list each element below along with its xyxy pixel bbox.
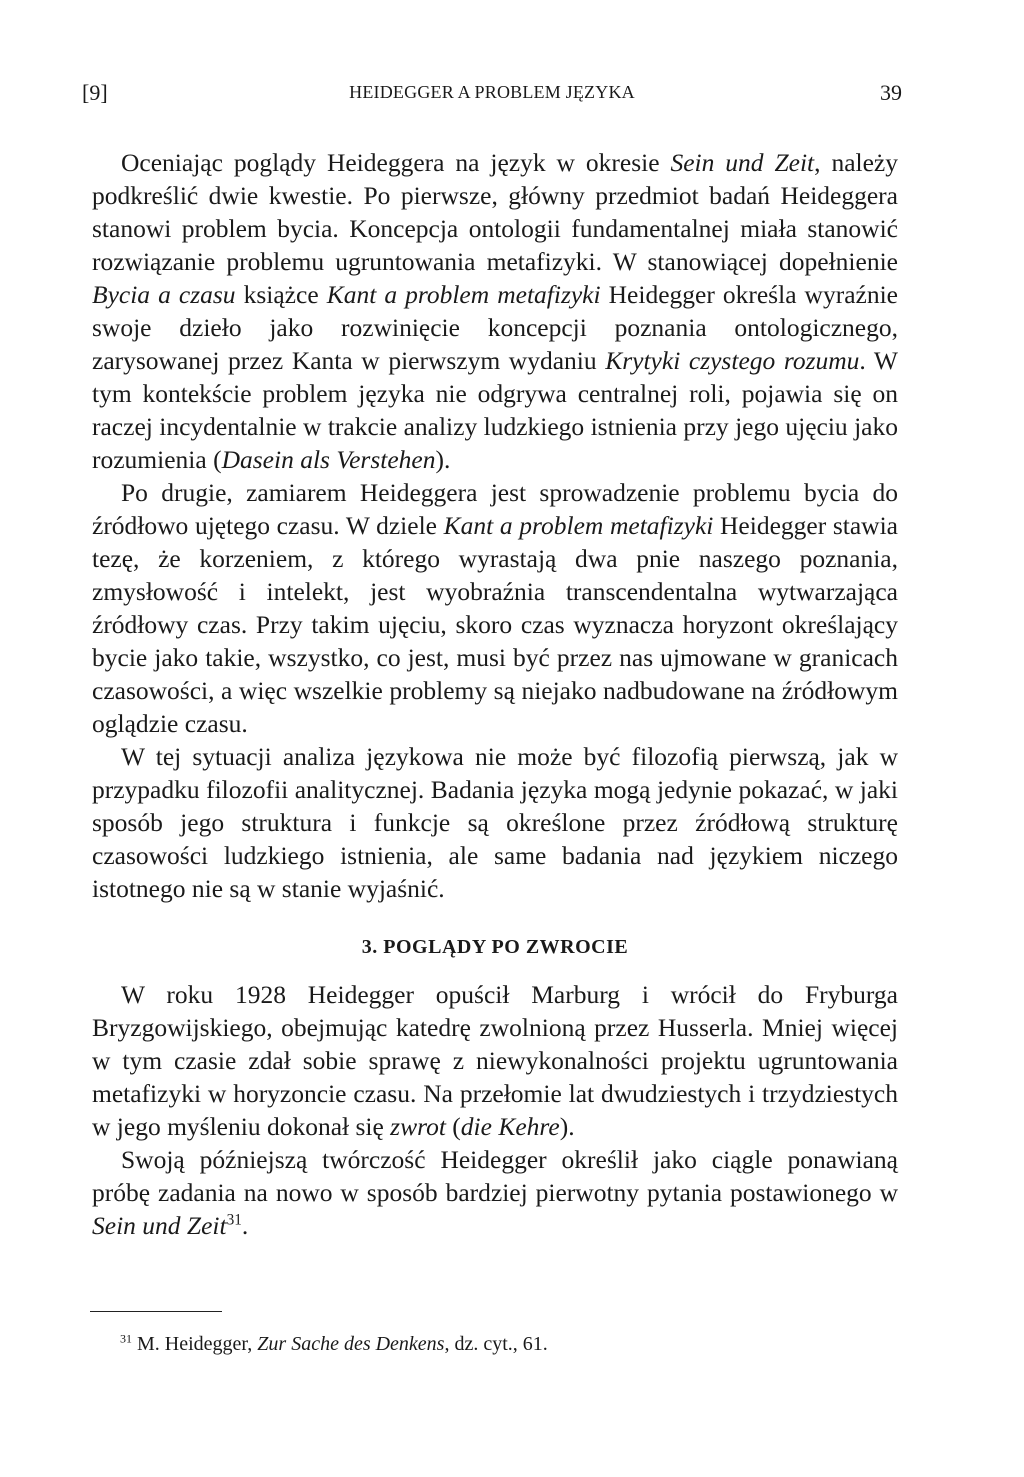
main-text bbox=[92, 146, 898, 1242]
running-header bbox=[82, 80, 902, 112]
paragraph-4: W roku 1928 Heidegger opuścił Marburg i wrócił do Fryburga Bryzgowijskiego, obejmując katedrę zwolnioną przez Husserla. Mniej więcej w tym czasie zdał sobie sprawę z niewykonalności projektu ugruntowania metafizyki w horyzoncie czasu. Na przełomie lat dwudziestych i trzydziestych w jego myśleniu dokonał się zwrot (die Kehre). bbox=[92, 980, 898, 1141]
footnote-31: $^{31}$ M. Heidegger, Zur Sache des Denkens, dz. cyt., 61. bbox=[120, 1331, 548, 1355]
footnote-reference[interactable]: 31 bbox=[226, 1211, 242, 1229]
footnote-divider bbox=[90, 1311, 222, 1312]
paragraph-5: Swoją późniejszą twórczość Heidegger określił jako ciągle ponawianą próbę zadania na nowo w sposób bardziej pierwotny pytania postawionego w Sein und Zeit$^{31}$. bbox=[92, 1145, 898, 1240]
footnote-number: 31 bbox=[120, 1331, 132, 1346]
paragraph-2: Po drugie, zamiarem Heideggera jest sprowadzenie problemu bycia do źródłowo ujętego czasu. W dziele Kant a problem metafizyki Heidegger stawia tezę, że korzeniem, z którego wyrastają dwa pnie naszego poznania, zmysłowość i intelekt, jest wyobraźnia transcendentalna wytwarzająca źródłowy czas. Przy takim ujęciu, skoro czas wyznacza horyzont określający bycie jako takie, wszystko, co jest, musi być przez nas ujmowane w granicach czasowości, a więc wszelkie problemy są niejako nadbudowane na źródłowym oglądzie czasu. bbox=[92, 478, 898, 738]
page-number: 39 bbox=[880, 80, 902, 105]
section-heading: 3. POGLĄDY PO ZWROCIE bbox=[361, 936, 629, 958]
paragraph-3: W tej sytuacji analiza językowa nie może być filozofią pierwszą, jak w przypadku filozofii analitycznej. Badania języka mogą jedynie pokazać, w jaki sposób jego struktura i funkcje są określone przez źródłową strukturę czasowości ludzkiego istnienia, ale same badania nad językiem niczego istotnego nie są w stanie wyjaśnić. bbox=[92, 742, 898, 903]
paragraph-1: Oceniając poglądy Heideggera na język w okresie Sein und Zeit, należy podkreślić dwie kwestie. Po pierwsze, główny przedmiot badań Heideggera stanowi problem bycia. Koncepcja ontologii fundamentalnej miała stanowić rozwiązanie problemu ugruntowania metafizyki. W stanowiącej dopełnienie Bycia a czasu książce Kant a problem metafizyki Heidegger określa wyraźnie swoje dzieło jako rozwinięcie koncepcji poznania ontologicznego, zarysowanej przez Kanta w pierwszym wydaniu Krytyki czystego rozumu. W tym kontekście problem języka nie odgrywa centralnej roli, pojawia się on raczej incydentalnie w trakcie analizy ludzkiego istnienia przy jego ujęciu jako rozumienia (Dasein als Verstehen). bbox=[92, 148, 899, 474]
chapter-marker: [9] bbox=[82, 80, 108, 105]
running-title: HEIDEGGER A PROBLEM JĘZYKA bbox=[349, 82, 635, 102]
